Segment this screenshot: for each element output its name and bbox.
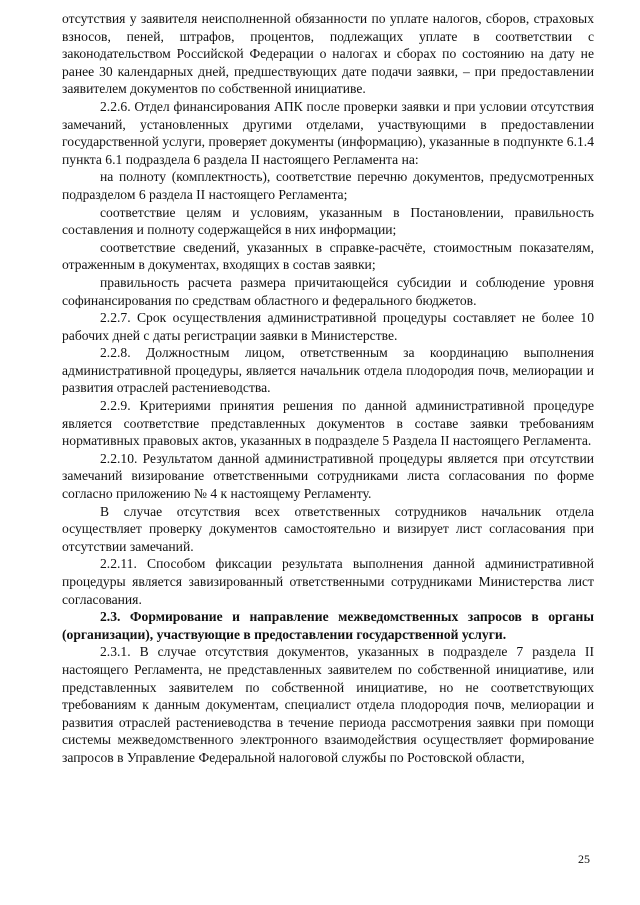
paragraph-2-2-10: 2.2.10. Результатом данной административной процедуры является при отсутствии замечаний визирование ответственными сотрудниками листа согласования по форме согласно приложению № 4 к настоящему Регламенту.: [62, 450, 594, 502]
paragraph-certificate-data: соответствие сведений, указанных в справке-расчёте, стоимостным показателям, отраженным в документах, входящих в состав заявки;: [62, 239, 594, 273]
paragraph-goals-conditions: соответствие целям и условиям, указанным в Постановлении, правильность составления и полноту содержащейся в них информации;: [62, 204, 594, 238]
paragraph-2-2-11: 2.2.11. Способом фиксации результата выполнения данной административной процедуры является завизированный ответственными сотрудниками Министерства лист согласования.: [62, 556, 594, 607]
document-page: [62, 10, 594, 767]
paragraph-tax-obligation: отсутствия у заявителя неисполненной обязанности по уплате налогов, сборов, страховых взносов, пеней, штрафов, процентов, подлежащих уплате в соответствии с законодательством Российской Федерации о налогах и сборах по состоянию на дату не ранее 30 календарных дней, предшествующих дате подачи заявки, – при предоставлении заявителем документов по собственной инициативе.: [62, 11, 594, 97]
paragraph-2-2-8: 2.2.8. Должностным лицом, ответственным за координацию выполнения административной процедуры, является начальник отдела плодородия почв, мелиорации и развития отраслей растениеводства.: [62, 345, 594, 396]
section-heading-2-3: 2.3. Формирование и направление межведомственных запросов в органы (организации), участвующие в предоставлении государственной услуги.: [62, 609, 594, 642]
page-number: 25: [578, 852, 590, 866]
paragraph-subsidy-calculation: правильность расчета размера причитающейся субсидии и соблюдение уровня софинансирования по средствам областного и федерального бюджетов.: [62, 274, 594, 308]
paragraph-absence-of-staff: В случае отсутствия всех ответственных сотрудников начальник отдела осуществляет проверку документов самостоятельно и визирует лист согласования при отсутствии замечаний.: [62, 503, 594, 554]
paragraph-completeness: на полноту (комплектность), соответствие перечню документов, предусмотренных подразделом 6 раздела II настоящего Регламента;: [62, 169, 594, 202]
paragraph-2-2-9: 2.2.9. Критериями принятия решения по данной административной процедуре является соответствие представленных документов в составе заявки требованиям нормативных правовых актов, указанных в подразделе 5 Раздела II настоящего Регламента.: [62, 398, 594, 449]
paragraph-2-3-1: 2.3.1. В случае отсутствия документов, указанных в подразделе 7 раздела II настоящего Регламента, не представленных заявителем по собственной инициативе, или представленных заявителем по собственной инициативе, но не соответствующих требованиям к данным документам, специалист отдела плодородия почв, мелиорации и развития отраслей растениеводства в течение периода рассмотрения заявки при помощи системы межведомственного электронного взаимодействия осуществляет формирование запросов в Управление Федеральной налоговой службы по Ростовской области,: [62, 644, 594, 765]
paragraph-2-2-7: 2.2.7. Срок осуществления административной процедуры составляет не более 10 рабочих дней с даты регистрации заявки в Министерстве.: [62, 310, 594, 343]
paragraph-2-2-6: 2.2.6. Отдел финансирования АПК после проверки заявки и при условии отсутствия замечаний, установленных другими отделами, участвующими в предоставлении государственной услуги, проверяет документы (информацию), указанные в подпункте 6.1.4 пункта 6.1 подраздела 6 раздела II настоящего Регламента на:: [62, 98, 594, 167]
